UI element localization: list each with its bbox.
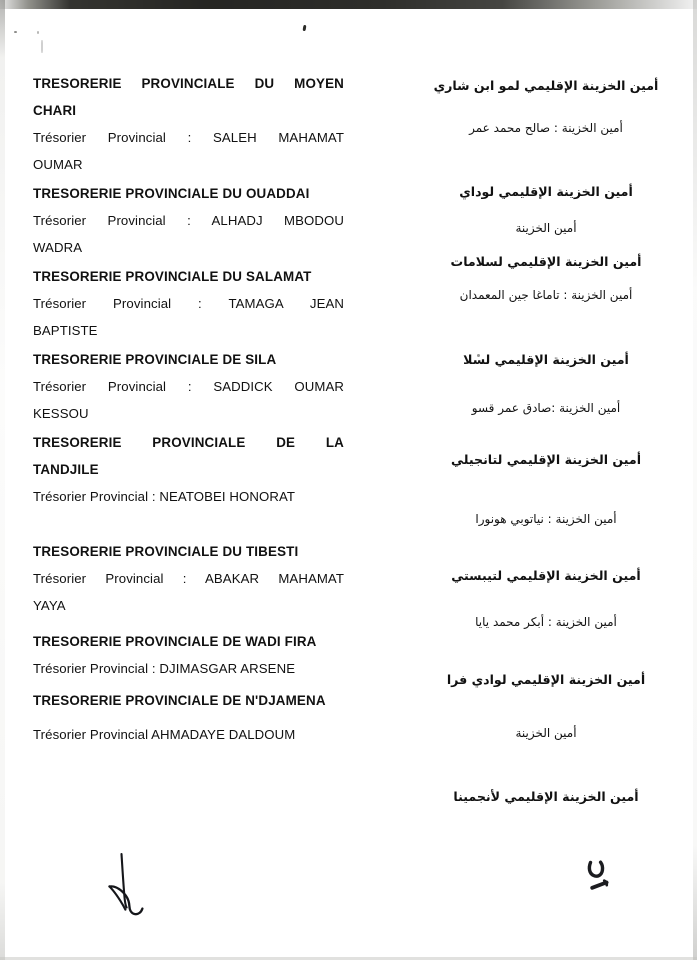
- arabic-entry-officer: أمين الخزينة : تاماغا جين المعمدان: [459, 288, 633, 302]
- entry-heading-line: TRESORERIE PROVINCIALE DE LA: [33, 435, 344, 450]
- scan-top-artifact-band: [0, 0, 697, 9]
- entry-salamat: [33, 263, 344, 344]
- arabic-entry-officer: أمين الخزينة: [515, 726, 577, 740]
- entry-heading-line: TRESORERIE PROVINCIALE DU SALAMAT: [33, 269, 312, 284]
- entry-officer-line: BAPTISTE: [33, 323, 98, 338]
- entry-heading-line: TANDJILE: [33, 462, 99, 477]
- arabic-entry-heading: أمين الخزينة الإقليمي لوادي فرا: [446, 672, 646, 687]
- entry-heading-line: CHARI: [33, 103, 77, 118]
- entry-heading-line: TRESORERIE PROVINCIALE DE N'DJAMENA: [33, 693, 326, 708]
- arabic-entry-tandjile: [430, 450, 662, 529]
- entry-officer-line: Trésorier Provincial : TAMAGA JEAN: [33, 296, 344, 311]
- entry-moyen-chari: [33, 70, 344, 178]
- entry-heading-line: TRESORERIE PROVINCIALE DE SILA: [33, 352, 277, 367]
- arabic-entry-heading: أمين الخزينة الإقليمي لمو ابن شاري: [433, 78, 659, 93]
- entry-heading-line: TRESORERIE PROVINCIALE DU MOYEN: [33, 76, 344, 91]
- entry-ndjamena: [33, 687, 344, 748]
- arabic-entry-salamat: [430, 252, 662, 305]
- arabic-entry-officer: أمين الخزينة: [515, 221, 577, 235]
- entry-heading-line: TRESORERIE PROVINCIALE DU OUADDAI: [33, 186, 310, 201]
- entry-tibesti: [33, 538, 344, 619]
- scan-left-edge-shadow: [0, 0, 5, 960]
- arabic-entry-officer: أمين الخزينة :صادق عمر قسو: [471, 401, 621, 415]
- arabic-entry-wadi-fira: [430, 670, 662, 743]
- scan-speck: [41, 40, 43, 53]
- arabic-entry-heading: أمين الخزينة الإقليمي لسلامات: [450, 254, 642, 269]
- arabic-entry-ouaddai: [430, 182, 662, 238]
- arabic-entry-moyen-chari: [430, 76, 662, 138]
- arabic-entry-tibesti: [430, 566, 662, 632]
- entry-heading-line: TRESORERIE PROVINCIALE DU TIBESTI: [33, 544, 299, 559]
- entry-ouaddai: [33, 180, 344, 261]
- arabic-entry-officer: أمين الخزينة : صالح محمد عمر: [469, 121, 623, 135]
- entry-officer-line: Trésorier Provincial : SALEH MAHAMAT: [33, 130, 344, 145]
- signature-left: [96, 852, 166, 930]
- scan-speck: [303, 25, 307, 31]
- entry-officer-line: WADRA: [33, 240, 83, 255]
- entry-wadi-fira: [33, 628, 344, 682]
- signature-right: [582, 858, 628, 910]
- french-column: [33, 70, 344, 750]
- arabic-column: [430, 70, 662, 807]
- entry-officer-line: OUMAR: [33, 157, 83, 172]
- entry-officer-line: Trésorier Provincial : NEATOBEI HONORAT: [33, 489, 296, 504]
- arabic-entry-heading: أمين الخزينة الإقليمي لتيبستي: [451, 568, 641, 583]
- entry-officer-line: Trésorier Provincial : DJIMASGAR ARSENE: [33, 661, 296, 676]
- arabic-entry-heading: أمين الخزينة الإقليمي لأنجمينا: [453, 789, 639, 804]
- scan-right-edge-shadow: [693, 0, 697, 960]
- entry-officer-line: Trésorier Provincial : SADDICK OUMAR: [33, 379, 344, 394]
- arabic-entry-sila: [430, 350, 662, 418]
- arabic-entry-heading: أمين الخزينة الإقليمي لوداي: [459, 184, 633, 199]
- entry-sila: [33, 346, 344, 427]
- entry-officer-line: Trésorier Provincial : ABAKAR MAHAMAT: [33, 571, 344, 586]
- entry-officer-line: Trésorier Provincial : ALHADJ MBODOU: [33, 213, 344, 228]
- arabic-entry-officer: أمين الخزينة : نياتوبي هونورا: [475, 512, 617, 526]
- entry-tandjile: [33, 429, 344, 510]
- scan-speck: [37, 31, 39, 34]
- entry-officer-line: KESSOU: [33, 406, 89, 421]
- entry-officer-line: Trésorier Provincial AHMADAYE DALDOUM: [33, 727, 296, 742]
- arabic-entry-ndjamena: [430, 787, 662, 807]
- scan-speck: [14, 31, 17, 33]
- arabic-entry-heading: أمين الخزينة الإقليمي لتانجيلي: [450, 452, 642, 467]
- arabic-entry-officer: أمين الخزينة : أبكر محمد يايا: [475, 615, 617, 629]
- entry-officer-line: YAYA: [33, 598, 66, 613]
- entry-heading-line: TRESORERIE PROVINCIALE DE WADI FIRA: [33, 634, 317, 649]
- arabic-entry-heading: أمين الخزينة الإقليمي لسلا: [463, 352, 629, 367]
